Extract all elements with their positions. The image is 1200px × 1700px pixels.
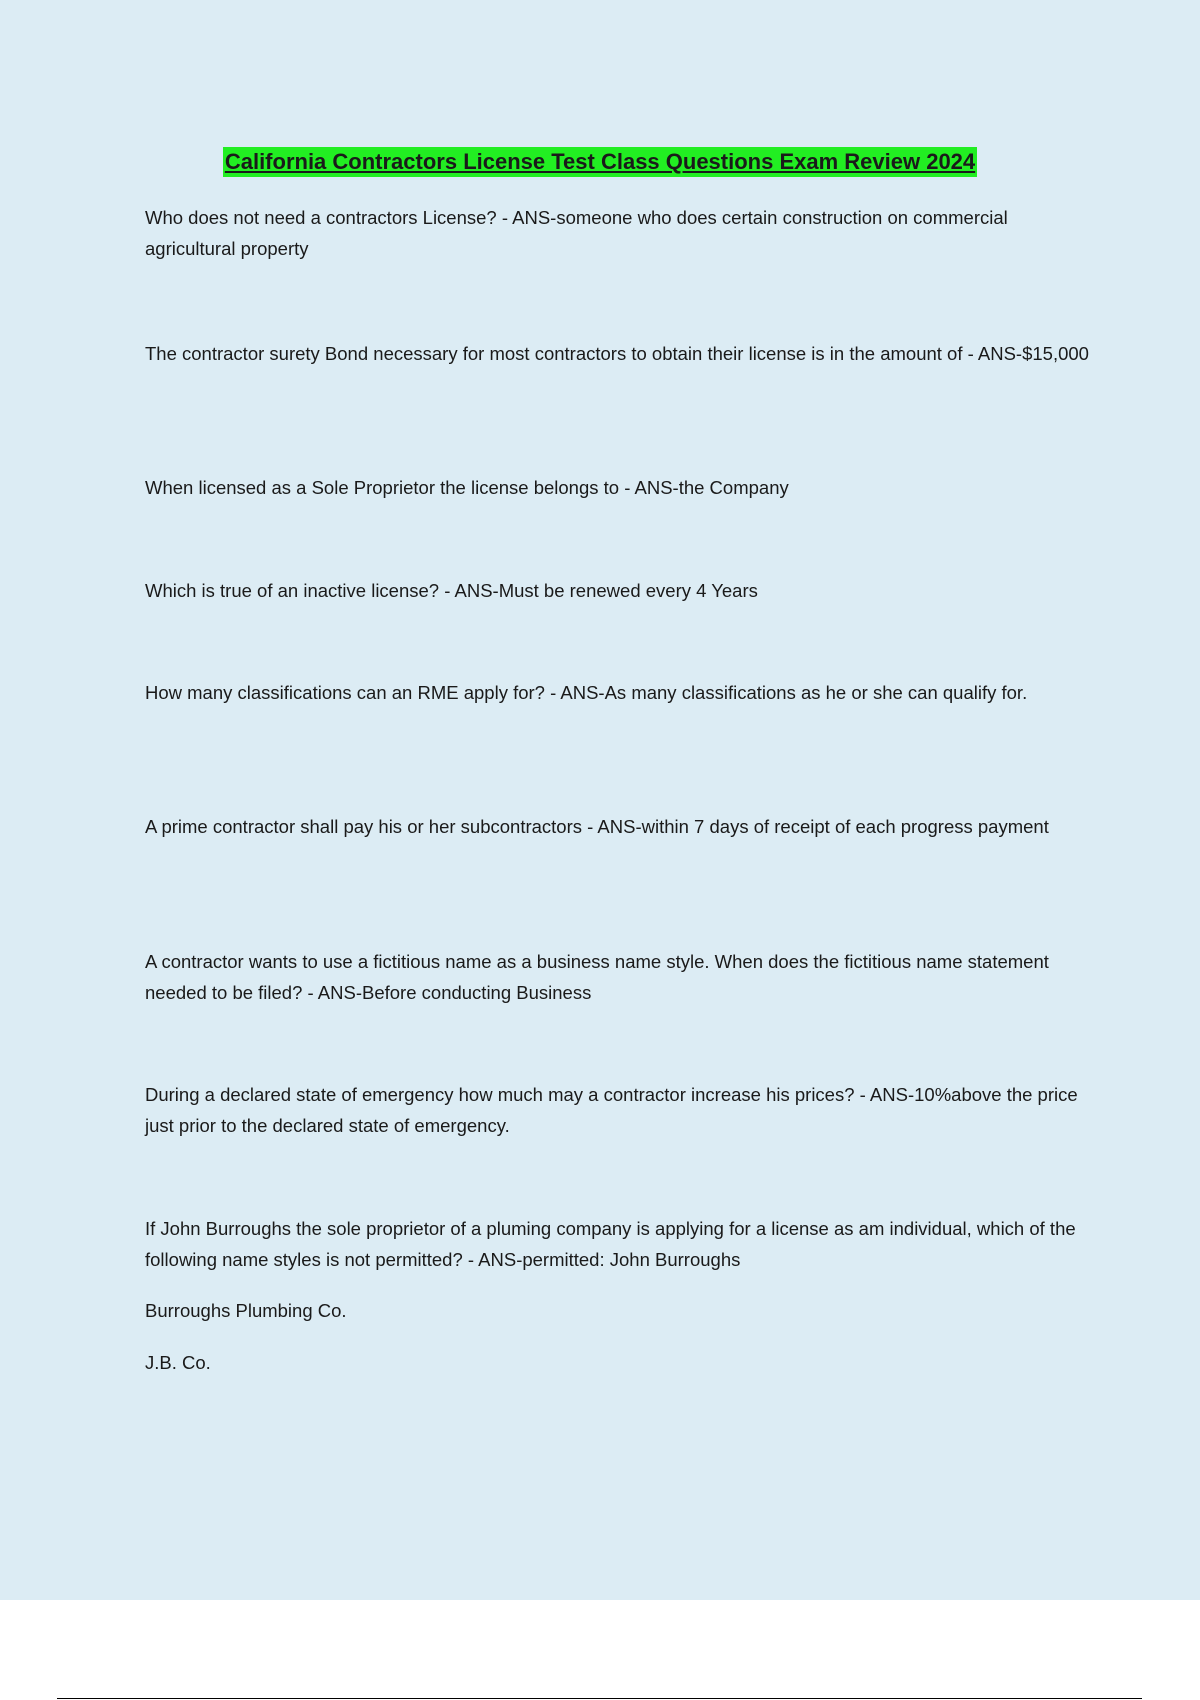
qa-item-4: Which is true of an inactive license? - ANS-Must be renewed every 4 Years	[145, 580, 758, 601]
document-title: California Contractors License Test Class Questions Exam Review 2024	[223, 147, 977, 177]
qa-item-7: A contractor wants to use a fictitious name as a business name style. When does the fictitious name statement needed to be filed? - ANS-Before conducting Business	[145, 951, 1049, 1003]
qa-item-1: Who does not need a contractors License? - ANS-someone who does certain construction on commercial agricultural property	[145, 207, 1008, 259]
qa-item-9: If John Burroughs the sole proprietor of a pluming company is applying for a license as am individual, which of the following name styles is not permitted? - ANS-permitted: John Burroughs	[145, 1218, 1076, 1270]
continuation-line-1: Burroughs Plumbing Co.	[145, 1300, 347, 1321]
qa-item-8: During a declared state of emergency how much may a contractor increase his prices? - ANS-10%above the price just prior to the declared state of emergency.	[145, 1084, 1078, 1136]
title-wrapper	[0, 147, 1200, 177]
qa-item-3: When licensed as a Sole Proprietor the license belongs to - ANS-the Company	[145, 477, 789, 498]
qa-item-5: How many classifications can an RME apply for? - ANS-As many classifications as he or she can qualify for.	[145, 682, 1028, 703]
qa-item-2: The contractor surety Bond necessary for most contractors to obtain their license is in the amount of - ANS-$15,000	[145, 343, 1089, 364]
qa-item-6: A prime contractor shall pay his or her subcontractors - ANS-within 7 days of receipt of each progress payment	[145, 816, 1049, 837]
footer-rule	[57, 1698, 1142, 1699]
continuation-line-2: J.B. Co.	[145, 1352, 211, 1373]
